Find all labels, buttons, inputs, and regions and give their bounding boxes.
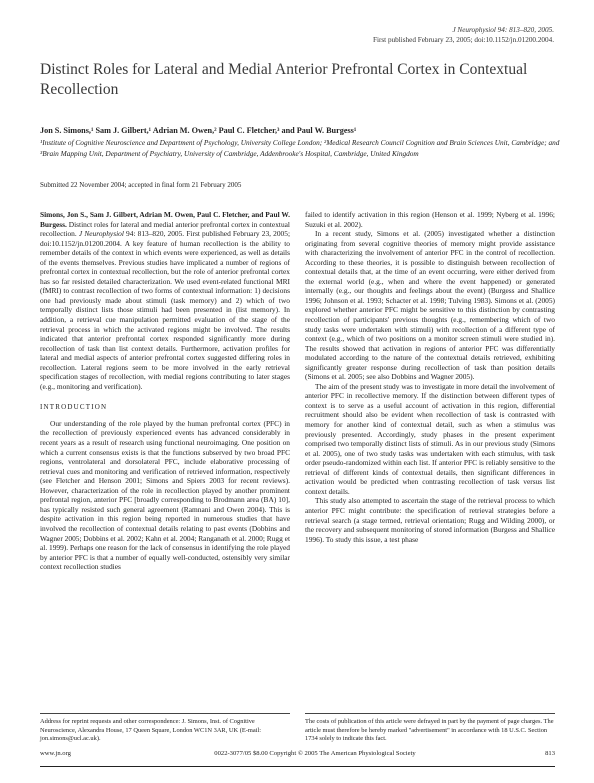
running-header xyxy=(373,26,554,45)
intro-paragraph-3: The aim of the present study was to investigate in more detail the involvement of anterior PFC in recollective memory. If the distinction between different types of context is to serve as a useful account of activation in this region, differential recruitment should also be evident when recollection of task is contrasted with memory for another kind of contextual detail, such as when a stimulus was previously presented. Accordingly, study phases in the present experiment comprised two temporally distinct lists of stimuli. As in our previous study (Simons et al. 2005), one of two study tasks was undertaken with each stimulus, with task order pseudo-randomized within each list. If anterior PFC is reliably sensitive to the retrieval of different kinds of contextual details, then significant differences in activation would be predicted when contrasting recollection of task versus list context details. xyxy=(305,381,555,496)
abstract-body: 94: 813–820, 2005. First published February 23, 2005; doi:10.1152/jn.01200.2004. A key feature of human recollection is the ability to remember details of the context in which events were experienced, as well as details of the events themselves. Previous studies have implicated a number of regions of prefrontal cortex in contextual recollection, but the role of anterior prefrontal cortex has so far resisted detailed characterization. We used event-related functional MRI (fMRI) to contrast recollection of two forms of contextual information: 1) decisions one had previously made about stimuli (task memory) and 2) which of two temporally distinct lists those stimuli had been presented in (list memory). In addition, a retrieval cue manipulation permitted evaluation of the stage of the retrieval process in which the activated regions might be involved. The results indicated that anterior prefrontal cortex responded significantly more during recollection of task than list context details. Furthermore, activation profiles for lateral and medial aspects of anterior prefrontal cortex suggested differing roles in recollection. Lateral regions seem to be more involved in the early retrieval specification stages of recollection, with medial regions contributing to later stages (e.g., monitoring and verification). xyxy=(40,229,290,391)
right-column xyxy=(305,210,555,544)
affiliations: ¹Institute of Cognitive Neuroscience and Department of Psychology, University College London; ²Medical Research Council Cognition and Brain Sciences Unit, Cambridge; and ³Brain Mapping Unit, Department of Psychiatry, University of Cambridge, Addenbrooke's Hospital, Cambridge, United Kingdom xyxy=(40,138,560,158)
submission-dates: Submitted 22 November 2004; accepted in final form 21 February 2005 xyxy=(40,181,242,189)
author-list: Jon S. Simons,¹ Sam J. Gilbert,¹ Adrian M. Owen,² Paul C. Fletcher,³ and Paul W. Burgess¹ xyxy=(40,126,357,135)
abstract xyxy=(40,210,290,391)
abstract-citation-authors: Simons, Jon S., Sam J. Gilbert, Adrian M. Owen, Paul C. Fletcher, and Paul W. Burgess. xyxy=(40,210,290,229)
intro-paragraph-4: This study also attempted to ascertain the stage of the retrieval process to which anterior PFC might contribute: the specification of retrieval strategies before a retrieval search (a stage termed, retrieval orientation; Rugg and Wilding 2000), or the recovery and subsequent monitoring of stored information (Burgess and Shallice 1996). To study this issue, a test phase xyxy=(305,496,555,544)
first-published-line: First published February 23, 2005; doi:10.1152/jn.01200.2004. xyxy=(372,35,554,44)
page-number: 813 xyxy=(545,750,555,757)
copyright-line: 0022-3077/05 $8.00 Copyright © 2005 The American Physiological Society xyxy=(214,750,416,757)
intro-paragraph-2: In a recent study, Simons et al. (2005) investigated whether a distinction originating from several cognitive theories of memory might provide assistance with characterizing the involvement of anterior PFC in the control of recollection. According to these theories, it is possible to distinguish between recollection of contextual details that, at the time of an event occurring, were either derived from the external world (e.g., when and where the event happened) or generated internally (e.g., our thoughts and feelings about the event) (Burgess and Shallice 1996; Johnson et al. 1993; Schacter et al. 1998; Tulving 1983). Simons et al. (2005) explored whether anterior PFC might be sensitive to this distinction by contrasting recollection of participants' previous thoughts (e.g., remembering which of two study tasks were undertaken with stimuli) with recollection of a different type of context (e.g., which of two positions on a monitor screen stimuli were studied in). The results showed that activation in regions of anterior PFC was differentially modulated according to the nature of the contextual details retrieved, exhibiting significantly greater response during recollection of task than position details (Simons et al. 2005; see also Dobbins and Wagner 2005). xyxy=(305,229,555,382)
correspondence-footnote: Address for reprint requests and other correspondence: J. Simons, Inst. of Cognitive Neuroscience, Alexandra House, 17 Queen Square, London WC1N 3AR, UK (E-mail: jon.simons@ucl.ac.uk). xyxy=(40,713,290,744)
abstract-journal: J Neurophysiol xyxy=(78,229,124,239)
journal-citation: J Neurophysiol 94: 813–820, 2005. xyxy=(452,26,554,34)
footer-rule xyxy=(40,766,555,767)
section-heading-introduction: INTRODUCTION xyxy=(40,403,108,412)
abstract-citation-title: Distinct roles for lateral and medial anterior prefrontal cortex in contextual recollection. xyxy=(40,219,290,239)
article-title: Distinct Roles for Lateral and Medial Anterior Prefrontal Cortex in Contextual Recollection xyxy=(40,61,528,98)
journal-website-link[interactable]: www.jn.org xyxy=(40,750,71,757)
intro-continuation: failed to identify activation in this region (Henson et al. 1999; Nyberg et al. 1996; Suzuki et al. 2002). xyxy=(305,210,555,229)
left-column xyxy=(40,210,290,572)
intro-paragraph-1: Our understanding of the role played by the human prefrontal cortex (PFC) in the recollection of previously experienced events has advanced considerably in recent years as a result of research using functional neuroimaging. One position on which a current consensus exists is that the functions subserved by two broad PFC regions, ventrolateral and dorsolateral PFC, include elaborative processing of retrieval cues and monitoring and verification of retrieved information, respectively (see Fletcher and Henson 2001; Simons and Spiers 2003 for recent reviews). However, characterization of the role in recollection played by another prominent prefrontal region, anterior PFC [broadly corresponding to Brodmann area (BA) 10], has typically resisted such general agreement (Ramnani and Owen 2004). This is despite activation in this region being reported in numerous studies that have involved the recollection of contextual details relating to past events (Dobbins and Wagner 2005; Dobbins et al. 2002; Kahn et al. 2004; Ranganath et al. 2000; Rugg et al. 1999). Perhaps one reason for the lack of consensus in identifying the role played by anterior PFC is that a number of equally well-conducted, ostensibly very similar context recollection studies xyxy=(40,418,290,572)
publication-costs-footnote: The costs of publication of this article were defrayed in part by the payment of page charges. The article must therefore be hereby marked "advertisement" in accordance with 18 U.S.C. Section 1734 solely to indicate this fact. xyxy=(305,713,555,744)
